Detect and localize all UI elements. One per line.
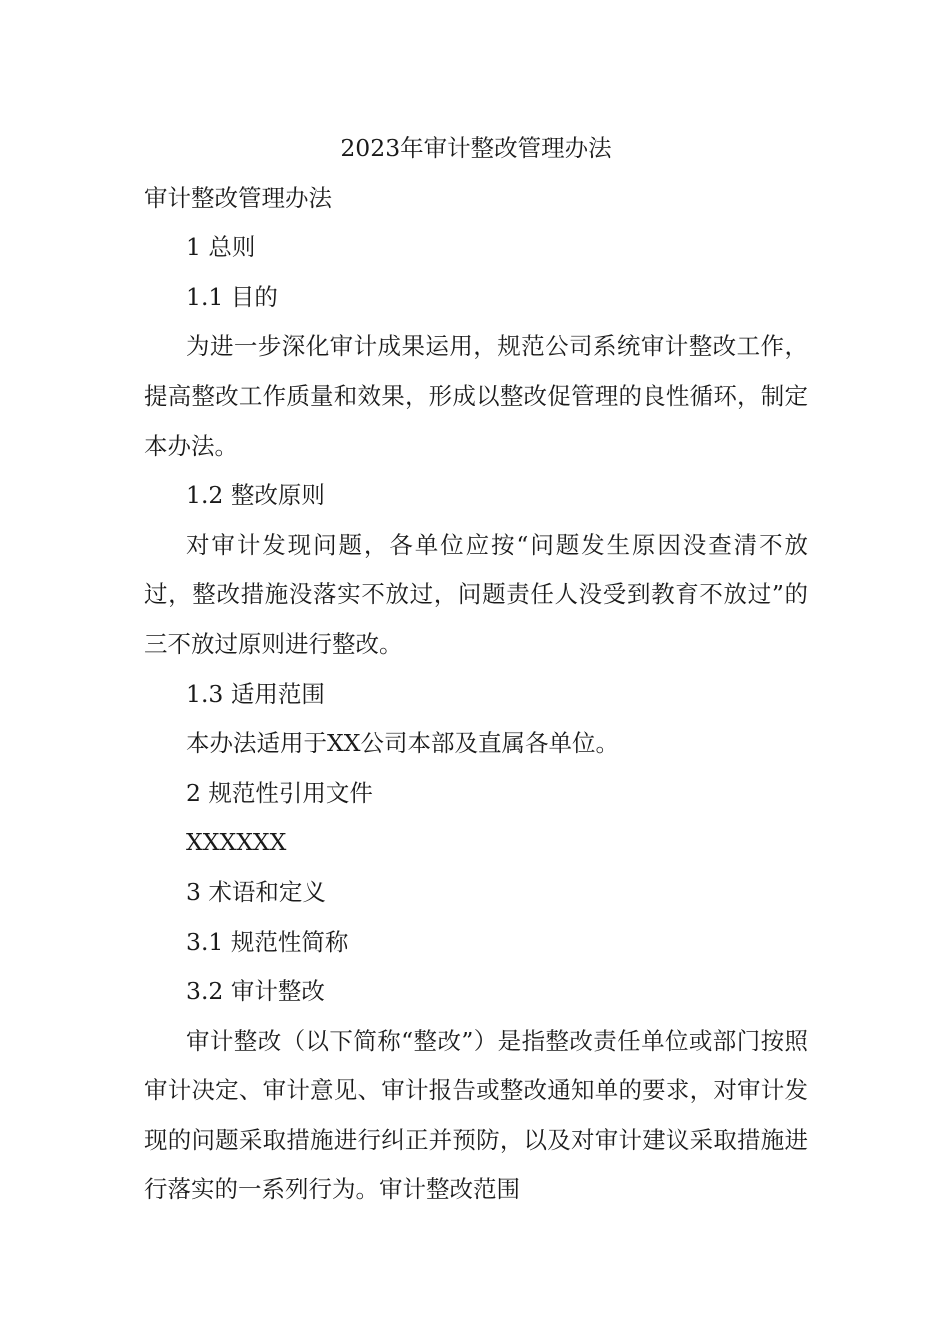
section-heading-3-1: 3.1 规范性简称 bbox=[186, 927, 349, 956]
paragraph-purpose: 为进一步深化审计成果运用，规范公司系统审计整改工作，提高整改工作质量和效果，形成以整改促管理的良性循环，制定本办法。 bbox=[144, 332, 808, 460]
document-subtitle: 审计整改管理办法 bbox=[144, 183, 332, 212]
document-body bbox=[144, 124, 808, 1215]
section-heading-1-2: 1.2 整改原则 bbox=[186, 481, 325, 510]
section-heading-1-1: 1.1 目的 bbox=[186, 282, 278, 311]
document-title: 2023年审计整改管理办法 bbox=[340, 134, 612, 162]
paragraph-reference: XXXXXX bbox=[186, 828, 287, 857]
paragraph-scope: 本办法适用于XX公司本部及直属各单位。 bbox=[186, 729, 619, 758]
section-heading-1-3: 1.3 适用范围 bbox=[186, 679, 325, 708]
paragraph-principle: 对审计发现问题，各单位应按“问题发生原因没查清不放过，整改措施没落实不放过，问题责任人没受到教育不放过”的三不放过原则进行整改。 bbox=[144, 530, 808, 658]
section-heading-3: 3 术语和定义 bbox=[186, 877, 326, 906]
section-heading-3-2: 3.2 审计整改 bbox=[186, 977, 325, 1006]
section-heading-1: 1 总则 bbox=[186, 233, 256, 262]
paragraph-definition: 审计整改（以下简称“整改”）是指整改责任单位或部门按照审计决定、审计意见、审计报告或整改通知单的要求，对审计发现的问题采取措施进行纠正并预防，以及对审计建议采取措施进行落实的一系列行为。审计整改范围 bbox=[144, 1026, 808, 1204]
section-heading-2: 2 规范性引用文件 bbox=[186, 778, 373, 807]
